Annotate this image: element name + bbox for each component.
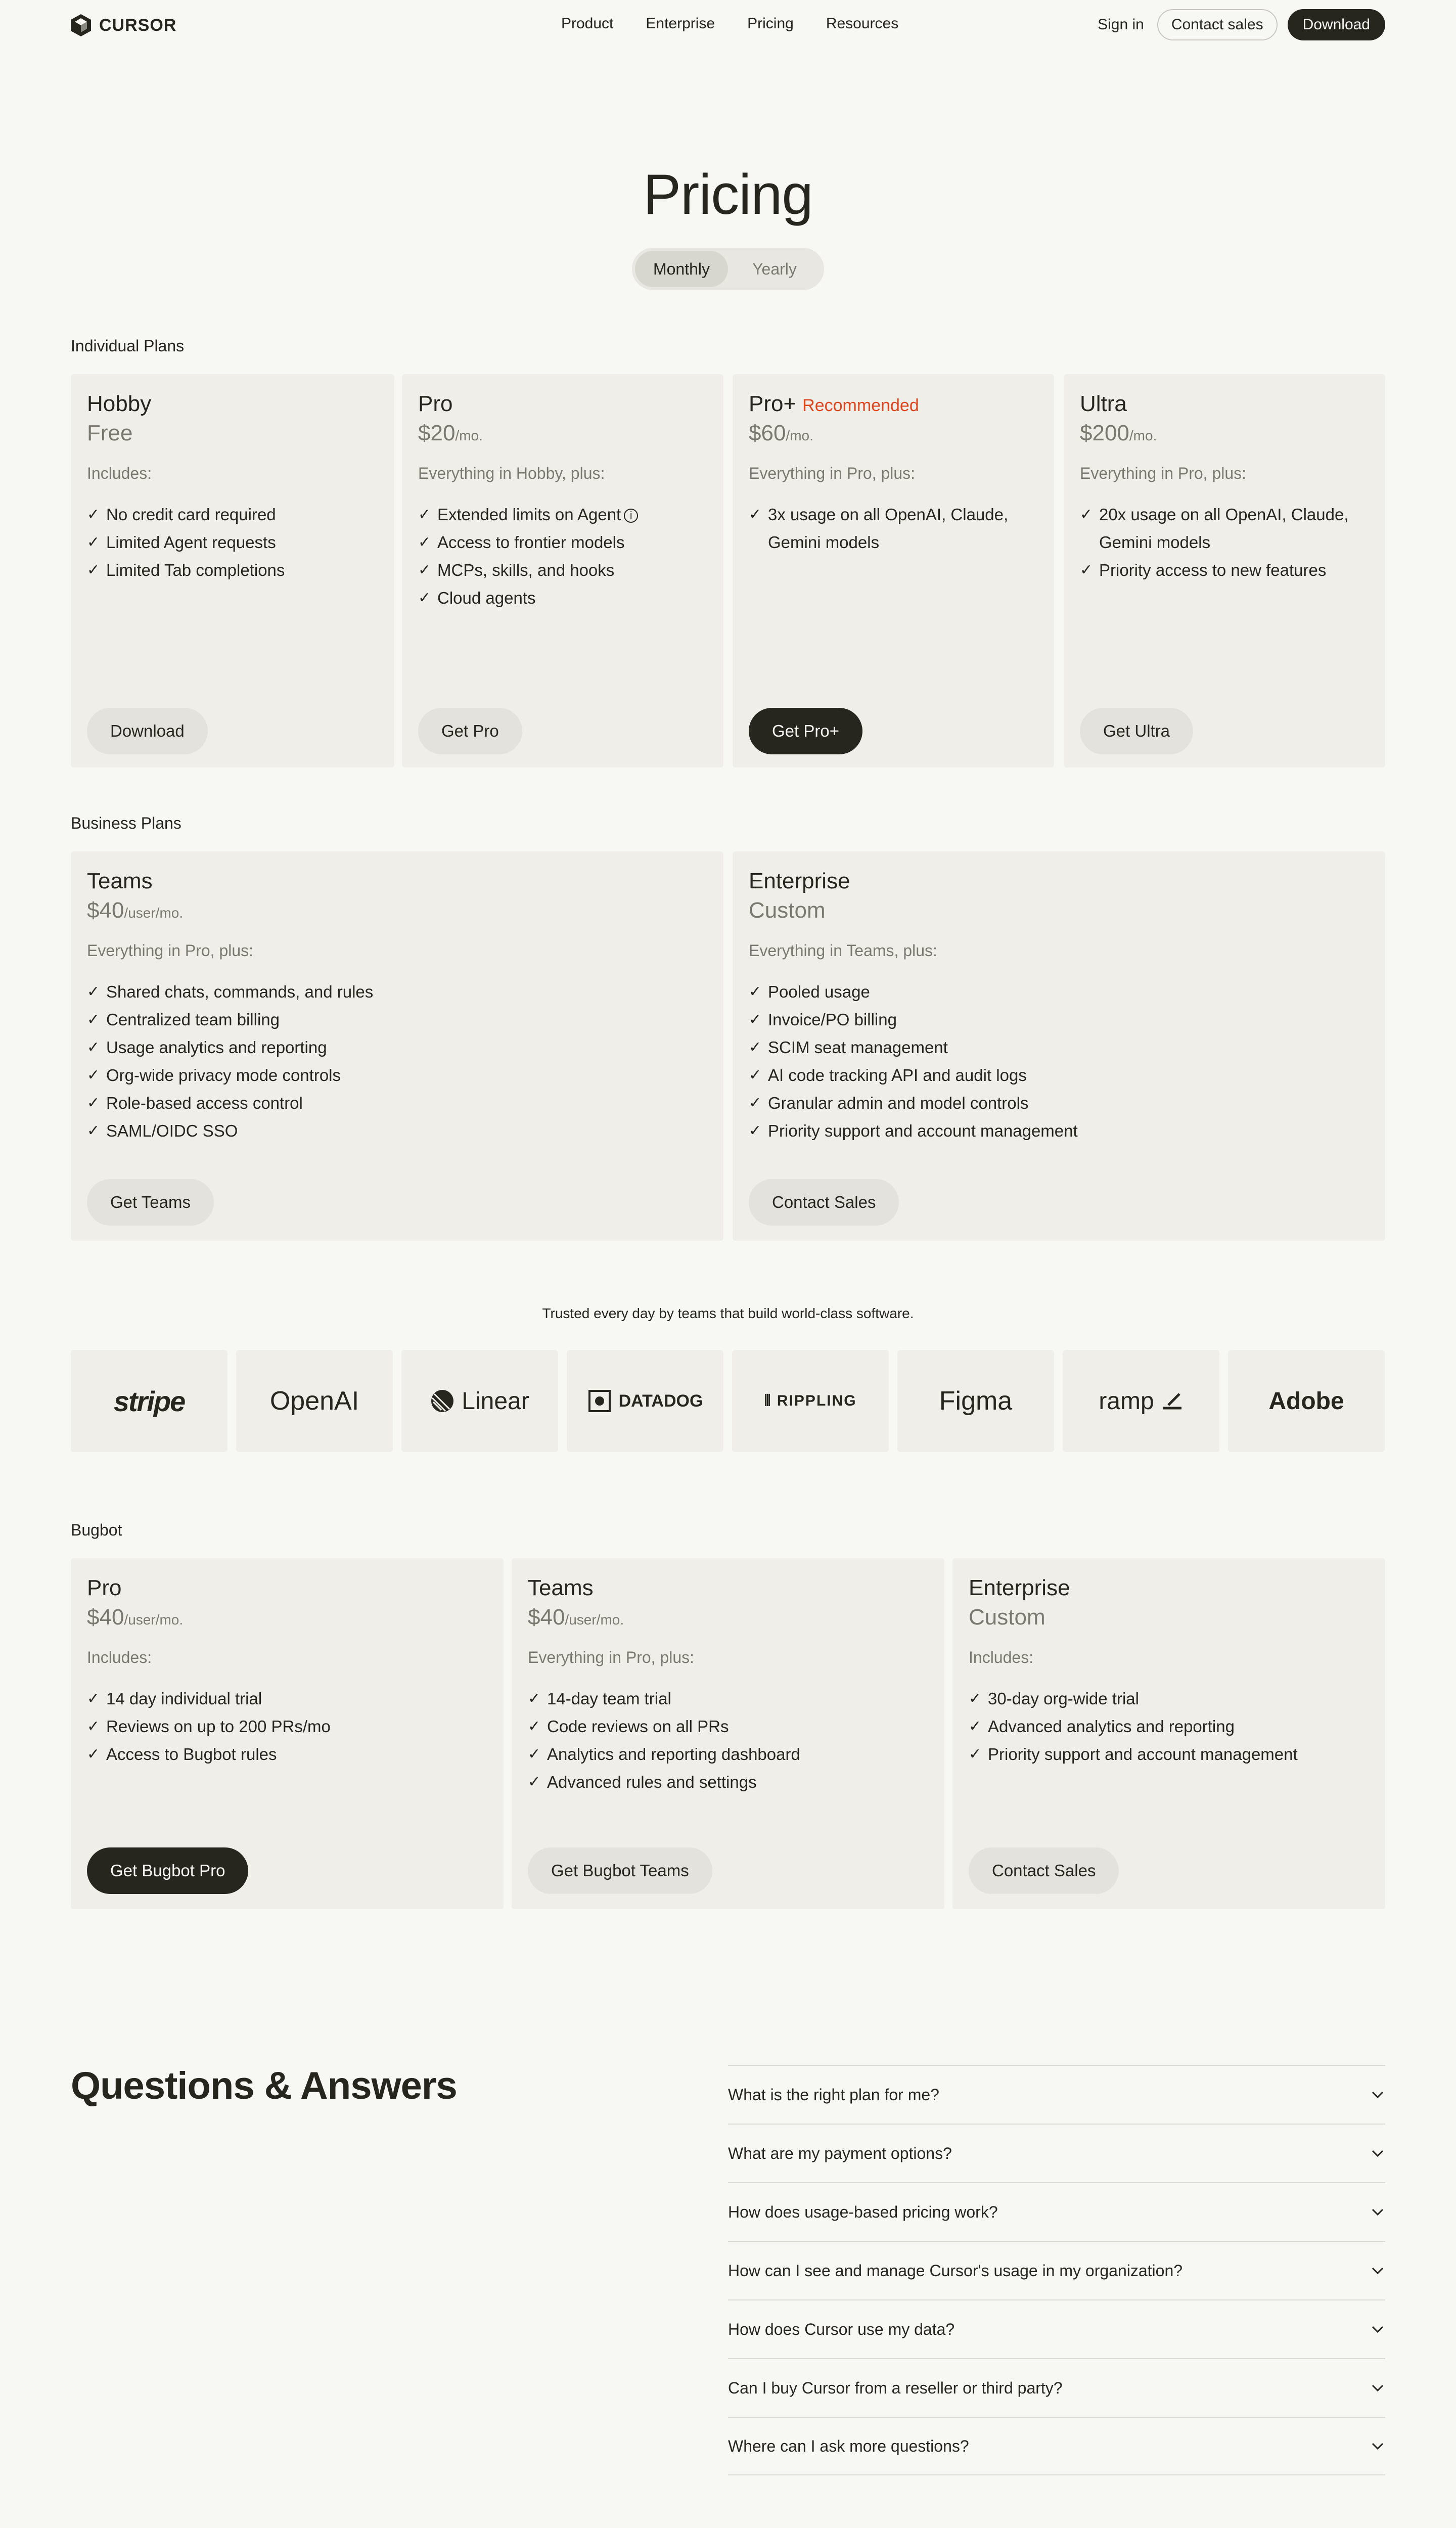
ramp-icon xyxy=(1161,1392,1184,1410)
cursor-logo-icon xyxy=(70,13,92,37)
customer-logo-datadog xyxy=(567,1350,723,1452)
feature-item: ✓ Advanced rules and settings xyxy=(528,1768,928,1796)
bugbot-label: Bugbot xyxy=(71,1521,122,1539)
faq-item[interactable]: How does usage-based pricing work? xyxy=(728,2182,1385,2241)
chevron-down-icon xyxy=(1370,2439,1385,2454)
customer-logo-adobe xyxy=(1228,1350,1385,1452)
brand-logo[interactable] xyxy=(70,13,176,37)
bugbot-card-enterprise xyxy=(952,1558,1385,1909)
plan-card-teams xyxy=(71,851,723,1241)
plan-name: Ultra xyxy=(1080,391,1127,416)
faq-item[interactable]: What is the right plan for me? xyxy=(728,2065,1385,2124)
chevron-down-icon xyxy=(1370,2380,1385,2396)
customer-logo-ramp xyxy=(1063,1350,1219,1452)
nav-link-resources[interactable]: Resources xyxy=(826,15,899,32)
stripe-logo: stripe xyxy=(113,1385,185,1417)
feature-item: ✓ Limited Agent requests xyxy=(87,528,378,556)
rippling-logo: ⦀ RIPPLING xyxy=(764,1392,857,1409)
plan-card-pro-plus xyxy=(733,374,1054,768)
page-title: Pricing xyxy=(643,163,813,226)
bugbot-contact-sales-button[interactable]: Contact Sales xyxy=(969,1847,1119,1894)
plan-name: Teams xyxy=(528,1575,594,1600)
feature-item: ✓ SCIM seat management xyxy=(749,1033,1369,1061)
faq-title: Questions & Answers xyxy=(71,2064,457,2107)
feature-item: ✓ Access to Bugbot rules xyxy=(87,1740,487,1768)
feature-item: ✓ SAML/OIDC SSO xyxy=(87,1117,707,1145)
plan-card-ultra xyxy=(1064,374,1385,768)
faq-item[interactable]: Where can I ask more questions? xyxy=(728,2417,1385,2475)
business-plans-label: Business Plans xyxy=(71,814,181,832)
customer-logo-figma xyxy=(897,1350,1054,1452)
get-bugbot-pro-button[interactable]: Get Bugbot Pro xyxy=(87,1847,248,1894)
plan-name: Pro xyxy=(87,1575,122,1600)
plan-includes: Everything in Pro, plus: xyxy=(1080,464,1247,482)
brand-name: CURSOR xyxy=(99,15,177,35)
plan-includes: Includes: xyxy=(969,1648,1034,1666)
plan-name: Enterprise xyxy=(969,1575,1070,1600)
linear-logo: Linear xyxy=(462,1387,529,1415)
nav-link-pricing[interactable]: Pricing xyxy=(747,15,794,32)
feature-item: ✓ 3x usage on all OpenAI, Claude, Gemini models xyxy=(749,501,1038,556)
plan-price: Custom xyxy=(969,1605,1045,1630)
datadog-logo: DATADOG xyxy=(618,1391,703,1411)
trusted-text: Trusted every day by teams that build world-class software. xyxy=(542,1305,914,1321)
plan-card-pro xyxy=(402,374,723,768)
enterprise-contact-sales-button[interactable]: Contact Sales xyxy=(749,1179,899,1226)
plan-includes: Includes: xyxy=(87,1648,152,1666)
plan-includes: Everything in Pro, plus: xyxy=(87,941,254,960)
feature-item: ✓ 14-day team trial xyxy=(528,1685,928,1712)
billing-toggle xyxy=(632,248,824,290)
customer-logo-openai xyxy=(236,1350,393,1452)
feature-list xyxy=(418,501,707,612)
toggle-yearly[interactable]: Yearly xyxy=(752,259,797,278)
nav-link-product[interactable]: Product xyxy=(561,15,614,32)
get-teams-button[interactable]: Get Teams xyxy=(87,1179,214,1226)
feature-item: ✓ Reviews on up to 200 PRs/mo xyxy=(87,1712,487,1740)
bugbot-card-pro xyxy=(71,1558,504,1909)
feature-list xyxy=(528,1685,928,1796)
plan-price: $200/mo. xyxy=(1080,421,1157,445)
openai-logo: OpenAI xyxy=(269,1386,359,1416)
faq-item[interactable]: How can I see and manage Cursor's usage in my organization? xyxy=(728,2241,1385,2299)
faq-item[interactable]: What are my payment options? xyxy=(728,2124,1385,2182)
plan-name: Teams xyxy=(87,869,153,893)
feature-item: ✓ 14 day individual trial xyxy=(87,1685,487,1712)
feature-list xyxy=(87,978,707,1145)
feature-item: ✓ MCPs, skills, and hooks xyxy=(418,556,707,584)
figma-logo: Figma xyxy=(939,1386,1013,1416)
feature-item: ✓ Priority support and account management xyxy=(749,1117,1369,1145)
plan-card-enterprise xyxy=(733,851,1385,1241)
nav-link-enterprise[interactable]: Enterprise xyxy=(646,15,715,32)
nav-actions xyxy=(1098,9,1385,40)
plan-name: Pro+ Recommended xyxy=(749,391,919,416)
feature-item: ✓ Advanced analytics and reporting xyxy=(969,1712,1369,1740)
feature-item: ✓ Org-wide privacy mode controls xyxy=(87,1061,707,1089)
faq-item[interactable]: How does Cursor use my data? xyxy=(728,2299,1385,2358)
download-button[interactable]: Download xyxy=(1288,9,1385,40)
plan-price: $40/user/mo. xyxy=(87,898,184,923)
plan-card-hobby xyxy=(71,374,394,768)
ramp-logo: ramp xyxy=(1099,1387,1154,1415)
plan-includes: Everything in Teams, plus: xyxy=(749,941,937,960)
plan-price: $20/mo. xyxy=(418,421,483,445)
feature-item: ✓ Priority support and account management xyxy=(969,1740,1369,1768)
feature-item: ✓ Role-based access control xyxy=(87,1089,707,1117)
feature-list xyxy=(87,1685,487,1768)
feature-item: ✓ Cloud agents xyxy=(418,584,707,612)
plan-name: Pro xyxy=(418,391,453,416)
feature-list xyxy=(749,501,1038,556)
plan-price: Free xyxy=(87,421,133,445)
feature-item: ✓ Priority access to new features xyxy=(1080,556,1369,584)
plan-price: $60/mo. xyxy=(749,421,813,445)
top-nav xyxy=(0,0,1456,51)
toggle-monthly[interactable]: Monthly xyxy=(635,251,728,287)
chevron-down-icon xyxy=(1370,2322,1385,2337)
plan-price: $40/user/mo. xyxy=(87,1605,184,1630)
feature-item: ✓ Usage analytics and reporting xyxy=(87,1033,707,1061)
contact-sales-button[interactable]: Contact sales xyxy=(1157,9,1278,40)
feature-item: ✓ Limited Tab completions xyxy=(87,556,378,584)
hobby-download-button[interactable]: Download xyxy=(87,708,208,754)
linear-icon xyxy=(430,1389,454,1413)
feature-item: ✓ 20x usage on all OpenAI, Claude, Gemini models xyxy=(1080,501,1369,556)
feature-item: ✓ AI code tracking API and audit logs xyxy=(749,1061,1369,1089)
feature-item: ✓ Code reviews on all PRs xyxy=(528,1712,928,1740)
plan-name: Enterprise xyxy=(749,869,850,893)
feature-list xyxy=(969,1685,1369,1768)
chevron-down-icon xyxy=(1370,2263,1385,2278)
feature-item: ✓ No credit card required xyxy=(87,501,378,528)
feature-item: ✓ Extended limits on Agent i xyxy=(418,501,707,528)
get-pro-plus-button[interactable]: Get Pro+ xyxy=(749,708,862,754)
get-bugbot-teams-button[interactable]: Get Bugbot Teams xyxy=(528,1847,712,1894)
plan-price: Custom xyxy=(749,898,826,923)
info-icon[interactable]: i xyxy=(624,509,638,523)
feature-item: ✓ Centralized team billing xyxy=(87,1006,707,1033)
get-ultra-button[interactable]: Get Ultra xyxy=(1080,708,1193,754)
chevron-down-icon xyxy=(1370,2146,1385,2161)
feature-list xyxy=(1080,501,1369,584)
plan-includes: Includes: xyxy=(87,464,152,482)
feature-item: ✓ Invoice/PO billing xyxy=(749,1006,1369,1033)
plan-includes: Everything in Pro, plus: xyxy=(749,464,916,482)
feature-item: ✓ Pooled usage xyxy=(749,978,1369,1006)
feature-item: ✓ Analytics and reporting dashboard xyxy=(528,1740,928,1768)
plan-name: Hobby xyxy=(87,391,152,416)
feature-item: ✓ Shared chats, commands, and rules xyxy=(87,978,707,1006)
plan-includes: Everything in Hobby, plus: xyxy=(418,464,605,482)
feature-item: ✓ Granular admin and model controls xyxy=(749,1089,1369,1117)
nav-links xyxy=(561,15,931,32)
customer-logo-stripe xyxy=(71,1350,228,1452)
individual-plans-label: Individual Plans xyxy=(71,337,185,355)
faq-item[interactable]: Can I buy Cursor from a reseller or third party? xyxy=(728,2358,1385,2417)
plan-price: $40/user/mo. xyxy=(528,1605,624,1630)
sign-in-link[interactable]: Sign in xyxy=(1098,16,1144,33)
bugbot-card-teams xyxy=(512,1558,944,1909)
get-pro-button[interactable]: Get Pro xyxy=(418,708,522,754)
feature-item: ✓ 30-day org-wide trial xyxy=(969,1685,1369,1712)
customer-logo-linear xyxy=(401,1350,558,1452)
datadog-icon xyxy=(587,1389,612,1413)
customer-logo-rippling xyxy=(732,1350,889,1452)
feature-item: ✓ Access to frontier models xyxy=(418,528,707,556)
feature-list xyxy=(749,978,1369,1145)
feature-list xyxy=(87,501,378,584)
adobe-logo: Adobe xyxy=(1268,1387,1344,1415)
recommended-badge: Recommended xyxy=(802,396,919,415)
plan-includes: Everything in Pro, plus: xyxy=(528,1648,695,1666)
chevron-down-icon xyxy=(1370,2204,1385,2220)
chevron-down-icon xyxy=(1370,2087,1385,2102)
